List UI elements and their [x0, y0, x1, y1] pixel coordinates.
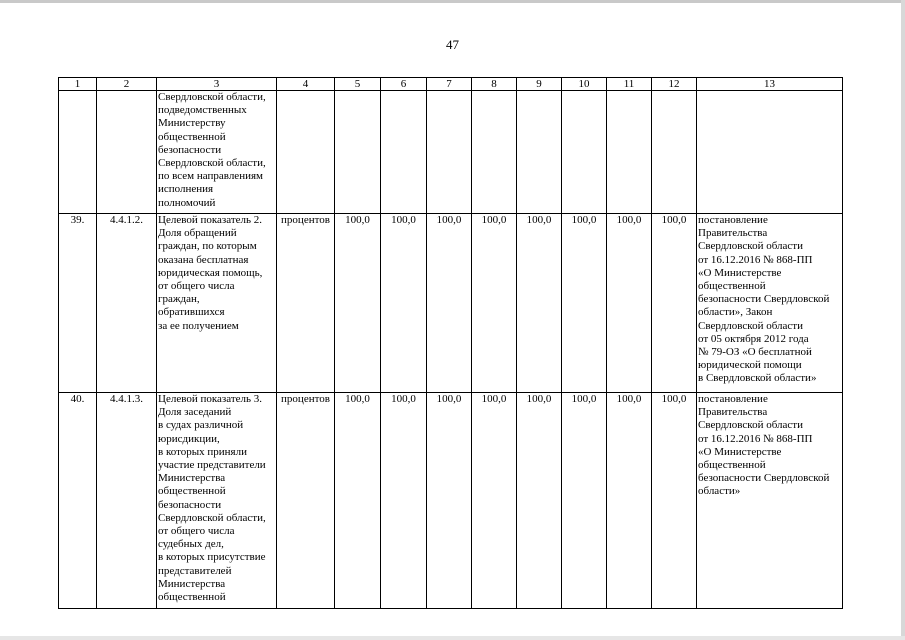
item-code-cell: 4.4.1.2.	[97, 214, 157, 393]
source-cell: постановление Правительства Свердловской области от 16.12.2016 № 868-ПП «О Министерстве общественной безопасности Свердловской области»	[697, 393, 843, 609]
row-number-cell	[59, 91, 97, 214]
value-cell: 100,0	[427, 214, 472, 393]
value-cell: 100,0	[381, 393, 427, 609]
column-header: 3	[157, 78, 277, 91]
data-table	[58, 77, 843, 609]
value-cell: 100,0	[335, 393, 381, 609]
row-number-cell: 39.	[59, 214, 97, 393]
value-cell: 100,0	[472, 214, 517, 393]
value-cell: 100,0	[652, 393, 697, 609]
column-header: 9	[517, 78, 562, 91]
item-code-cell: 4.4.1.3.	[97, 393, 157, 609]
value-cell: 100,0	[652, 214, 697, 393]
source-cell: постановление Правительства Свердловской области от 16.12.2016 № 868-ПП «О Министерстве общественной безопасности Свердловской области», Закон Свердловской области от 05 октября 2012 года № 79-ОЗ «О бесплатной юридической помощи в Свердловской области»	[697, 214, 843, 393]
value-cell: 100,0	[607, 214, 652, 393]
column-header: 8	[472, 78, 517, 91]
unit-cell: процентов	[277, 393, 335, 609]
value-cell: 100,0	[472, 393, 517, 609]
table-header-row	[59, 78, 843, 91]
value-cell: 100,0	[517, 214, 562, 393]
column-header: 1	[59, 78, 97, 91]
indicator-name-cell: Целевой показатель 2. Доля обращений граждан, по которым оказана бесплатная юридическая помощь, от общего числа граждан, обратившихся за ее получением	[157, 214, 277, 393]
row-number-cell: 40.	[59, 393, 97, 609]
value-cell: 100,0	[562, 214, 607, 393]
unit-cell	[277, 91, 335, 214]
value-cell	[427, 91, 472, 214]
page-number: 47	[446, 37, 459, 52]
value-cell	[381, 91, 427, 214]
column-header: 7	[427, 78, 472, 91]
column-header: 11	[607, 78, 652, 91]
unit-cell: процентов	[277, 214, 335, 393]
value-cell: 100,0	[607, 393, 652, 609]
table-row	[59, 91, 843, 214]
indicator-name-cell: Целевой показатель 3. Доля заседаний в судах различной юрисдикции, в которых приняли участие представители Министерства общественной безопасности Свердловской области, от общего числа судебных дел, в которых присутствие представителей Министерства общественной	[157, 393, 277, 609]
table-row	[59, 393, 843, 609]
value-cell	[562, 91, 607, 214]
indicator-name-cell: Свердловской области, подведомственных Министерству общественной безопасности Свердловской области, по всем направлениям исполнения полномочий	[157, 91, 277, 214]
value-cell: 100,0	[517, 393, 562, 609]
table-row	[59, 214, 843, 393]
column-header: 4	[277, 78, 335, 91]
value-cell: 100,0	[381, 214, 427, 393]
value-cell	[607, 91, 652, 214]
value-cell: 100,0	[562, 393, 607, 609]
column-header: 2	[97, 78, 157, 91]
scan-edge-top	[0, 0, 905, 3]
column-header: 6	[381, 78, 427, 91]
value-cell	[335, 91, 381, 214]
value-cell	[652, 91, 697, 214]
column-header: 5	[335, 78, 381, 91]
scan-edge-right	[901, 0, 905, 640]
column-header: 12	[652, 78, 697, 91]
column-header: 13	[697, 78, 843, 91]
item-code-cell	[97, 91, 157, 214]
value-cell: 100,0	[335, 214, 381, 393]
source-cell	[697, 91, 843, 214]
value-cell	[472, 91, 517, 214]
value-cell: 100,0	[427, 393, 472, 609]
scan-edge-bottom	[0, 636, 905, 640]
column-header: 10	[562, 78, 607, 91]
value-cell	[517, 91, 562, 214]
